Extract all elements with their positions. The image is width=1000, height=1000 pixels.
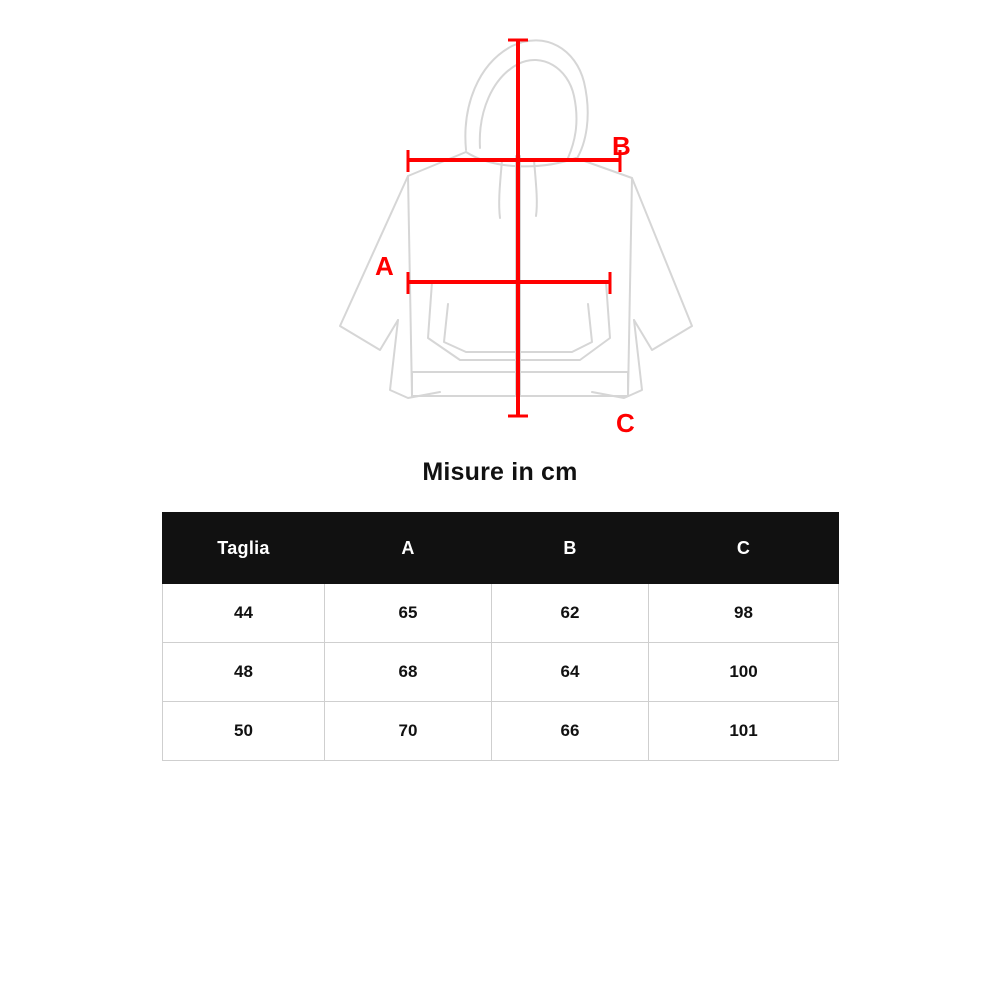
column-header-a: A bbox=[325, 513, 492, 584]
cell-size: 48 bbox=[163, 643, 325, 702]
cell-c: 100 bbox=[649, 643, 839, 702]
table-row bbox=[163, 643, 839, 702]
table-row bbox=[163, 584, 839, 643]
hoodie-illustration bbox=[280, 20, 720, 440]
measure-label-a: A bbox=[375, 251, 394, 281]
measure-label-b: B bbox=[612, 131, 631, 161]
column-header-size: Taglia bbox=[163, 513, 325, 584]
size-chart-table bbox=[162, 512, 839, 761]
cell-size: 50 bbox=[163, 702, 325, 761]
cell-size: 44 bbox=[163, 584, 325, 643]
cell-b: 62 bbox=[492, 584, 649, 643]
cell-c: 98 bbox=[649, 584, 839, 643]
cell-a: 70 bbox=[325, 702, 492, 761]
cell-b: 64 bbox=[492, 643, 649, 702]
table-header-row bbox=[163, 513, 839, 584]
measure-label-c: C bbox=[616, 408, 635, 438]
cell-a: 65 bbox=[325, 584, 492, 643]
cell-b: 66 bbox=[492, 702, 649, 761]
garment-diagram bbox=[0, 0, 1000, 450]
cell-c: 101 bbox=[649, 702, 839, 761]
column-header-c: C bbox=[649, 513, 839, 584]
measurement-unit-caption: Misure in cm bbox=[422, 458, 578, 486]
table-row bbox=[163, 702, 839, 761]
column-header-b: B bbox=[492, 513, 649, 584]
cell-a: 68 bbox=[325, 643, 492, 702]
